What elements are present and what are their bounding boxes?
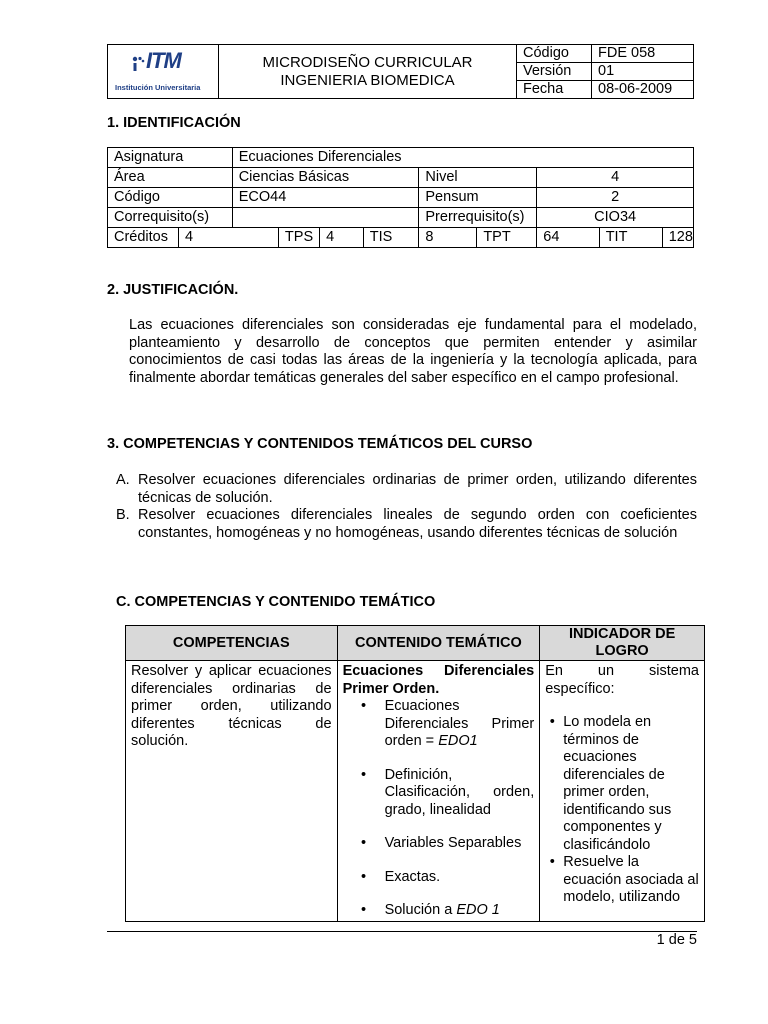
list-item: • Resuelve la ecuación asociada al modelo, utilizando [549,854,699,905]
asignatura-label: Asignatura [108,148,233,168]
header-indicador: INDICADOR DE LOGRO [540,626,705,661]
indicador-intro: En un sistema específico: [545,663,699,697]
competencias-table [125,625,705,922]
title-line-2: INGENIERIA BIOMEDICA [280,71,455,89]
nivel-value: 4 [537,168,694,188]
contenido-title: Ecuaciones Diferenciales Primer Orden. [342,663,535,697]
list-item [116,507,697,542]
area-value: Ciencias Básicas [232,168,419,188]
section-competencias-contenido: C. COMPETENCIAS Y CONTENIDO TEMÁTICO [116,594,436,610]
fecha-value: 08-06-2009 [592,81,694,99]
tpt-value: 64 [537,228,599,248]
itm-logo [113,46,213,92]
creditos-label: Créditos [108,228,179,248]
list-item [116,472,697,507]
tps-label: TPS [278,228,319,248]
tit-label: TIT [600,228,663,247]
list-item: • Lo modela en términos de ecuaciones diferenciales de primer orden, identificando sus componentes y clasificándolo [545,714,699,854]
item-letter: B. [116,507,130,523]
asignatura-value: Ecuaciones Diferenciales [232,148,693,168]
document-header [107,44,694,99]
tit-value: 128 [668,229,693,245]
pensum-label: Pensum [419,188,537,208]
item-letter: A. [116,472,130,488]
creditos-value: 4 [178,228,278,248]
item-em: EDO 1 [456,902,500,918]
header-contenido: CONTENIDO TEMÁTICO [337,626,540,661]
header-competencias: COMPETENCIAS [126,626,338,661]
codigo-asig-label: Código [108,188,233,208]
item-text: Resuelve la ecuación asociada al modelo, utilizando [563,854,699,905]
prerrequisito-label: Prerrequisito(s) [419,208,537,228]
nivel-label: Nivel [419,168,537,188]
item-text: Resolver ecuaciones diferenciales lineales de segundo orden con coeficientes constantes, homogéneas y no homogéneas, usando diferentes técnicas de solución [138,507,697,541]
logo-text: ITM [146,48,181,73]
competencias-list [116,472,697,542]
competencia-cell: Resolver y aplicar ecuaciones diferenciales ordinarias de primer orden, utilizando diferentes técnicas de solución. [126,661,338,922]
footer-rule [107,931,697,932]
list-item: • Solución a EDO 1 [361,902,500,918]
item-text: Lo modela en términos de ecuaciones diferenciales de primer orden, identificando sus componentes y clasificándolo [563,714,672,853]
section-identificacion: 1. IDENTIFICACIÓN [107,115,241,131]
codigo-asig-value: ECO44 [232,188,419,208]
document-title [219,45,517,99]
identification-table [107,147,694,248]
contenido-cell [337,661,540,922]
prerrequisito-value: CIO34 [537,208,694,228]
logo-cell [108,45,219,99]
version-label: Versión [517,63,592,81]
list-item: • Definición, Clasificación, orden, grado, linealidad [361,766,535,818]
contenido-list [343,698,535,920]
logo-mark-icon [131,56,145,72]
page-number: 1 de 5 [656,932,697,948]
tpt-label: TPT [477,228,537,248]
tis-value: 8 [419,228,477,248]
tis-label: TIS [363,228,419,248]
list-item: • Ecuaciones Diferenciales Primer orden = EDO1 [361,698,535,749]
tit-cell [599,228,693,248]
item-text: Resolver ecuaciones diferenciales ordinarias de primer orden, utilizando diferentes técnicas de solución. [138,472,697,506]
item-text: Solución a [384,902,457,918]
section-competencias: 3. COMPETENCIAS Y CONTENIDOS TEMÁTICOS DEL CURSO [107,436,533,452]
title-line-1: MICRODISEÑO CURRICULAR [262,53,473,71]
item-text: Ecuaciones Diferenciales Primer orden = [384,698,535,749]
codigo-label: Código [517,45,592,63]
list-item: • Variables Separables [361,835,522,851]
version-value: 01 [592,63,694,81]
item-text: Definición, Clasificación, orden, grado, linealidad [384,766,535,818]
indicador-cell [540,661,705,922]
fecha-label: Fecha [517,81,592,99]
area-label: Área [108,168,233,188]
logo-subtitle: Institución Universitaria [115,83,201,92]
codigo-value: FDE 058 [592,45,694,63]
indicador-list [545,714,699,907]
section-justificacion: 2. JUSTIFICACIÓN. [107,282,239,298]
tps-value: 4 [320,228,364,248]
pensum-value: 2 [537,188,694,208]
item-text: Variables Separables [384,835,522,851]
correquisito-value [232,208,419,228]
justificacion-text: Las ecuaciones diferenciales son consideradas eje fundamental para el modelado, planteamiento y desarrollo de conceptos que permiten entender y asimilar conocimientos de casi todas las áreas de la ingeniería y la tecnología aplicada, para finalmente abordar temáticas generales del saber específico en el campo profesional. [129,317,697,386]
item-text: Exactas. [384,868,441,885]
item-em: EDO1 [438,733,478,749]
correquisito-label: Correquisito(s) [108,208,233,228]
list-item: • Exactas. [361,868,441,885]
